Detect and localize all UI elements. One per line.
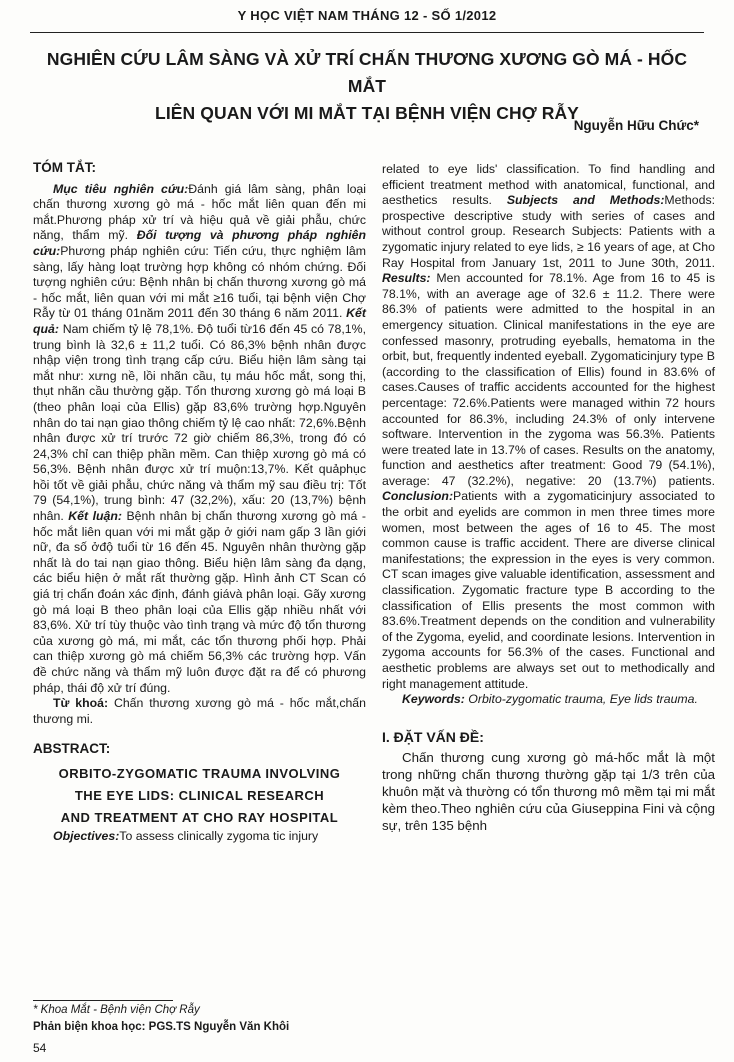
keywords-en-text: Orbito-zygomatic trauma, Eye lids trauma.	[468, 692, 698, 707]
keywords-en-label: Keywords:	[402, 692, 465, 707]
footnote-rule	[33, 1000, 173, 1001]
objectives-label: Objectives:	[53, 828, 120, 843]
title-line-2: LIÊN QUAN VỚI MI MẮT TẠI BỆNH VIỆN CHỢ RẪY	[155, 103, 579, 123]
abstract-methods-label: Subjects and Methods:	[506, 193, 665, 208]
article-title	[40, 46, 694, 127]
title-line-1: NGHIÊN CỨU LÂM SÀNG VÀ XỬ TRÍ CHẤN THƯƠNG XƯƠNG GÒ MÁ - HỐC MẮT	[46, 49, 688, 96]
page-number: 54	[33, 1041, 47, 1055]
abstract-results-text: Men accounted for 78.1%. Age from 16 to 45 is 78.1%, with an average age of 32.6 ± 11.2. There were 86.3% of patients were admitted to the hospital in an emergency situation. Clinical manifestations in the eye are confessed masonry, protruding eyeballs, hematoma in the orbit, but, frequently indented eyeball. Zygomaticinjury type B (according to the classification of Ellis) found in 83.6% of cases.Causes of traffic accidents accounted for the highest percentage: 72.6%.Patients were managed within 72 hours accounted for 86.3%, including 24.3% of only intervene software. Intervention in the zygoma was 56.3%. Patients were treated late in 13.7% of cases. Results on the anatomy, function and aesthetics after treatment: Good 79 (54.1%), average: 47 (32.2%), negative: 20 (13.7%) patients.	[382, 271, 715, 488]
abstract-title-line-1: ORBITO-ZYGOMATIC TRAUMA INVOLVING	[58, 765, 341, 781]
intro-paragraph: Chấn thương cung xương gò má-hốc mắt là một trong những chấn thương thường gặp tại 1/3 trên của khuôn mặt và thường có tổn thương mô mềm tại mi mắt kèm theo.Theo nghiên cứu của Giuseppina Fini và cộng sự, trên 135 bệnh	[382, 750, 715, 834]
objective-text: Đánh giá lâm sàng, phân loại chấn thương xương gò má - hốc mắt liên quan đến mi mắt.Phương pháp xử trí và hiệu quả về giải phẫu, chức năng, thẩm mỹ.	[33, 181, 366, 243]
abstract-body	[382, 162, 715, 692]
abstract-conclusion-label: Conclusion:	[382, 489, 454, 504]
objectives-text-rest: related to eye lids' classification. To find handling and efficient treatment method with anatomical, functional, and aesthetics results.	[382, 162, 715, 208]
abstract-results-label: Results:	[382, 271, 431, 286]
abstract-objectives	[33, 829, 366, 845]
right-column	[382, 162, 715, 834]
abstract-title-line-3: AND TREATMENT AT CHO RAY HOSPITAL	[60, 809, 339, 825]
keywords-vi-label: Từ khoá:	[53, 696, 109, 711]
keywords-vi	[33, 696, 366, 727]
conclusion-label: Kết luận:	[68, 509, 122, 524]
results-text: Nam chiếm tỷ lệ 78,1%. Độ tuổi từ16 đến 45 có 78,1%, trung bình là 32,6 ± 11,2 tuổi. Có 86,3% bệnh nhân được nhập viện trong tình trạng cấp cứu. Biểu hiện lâm sàng tại mắt như: xưng nề, lồi nhãn cầu, tụ máu hốc mắt, song thị, thụt nhãn cầu thường gặp. Tổn thương xương gò má loại B (theo phân loại của Ellis) gặp 83,6% trường hợp.Nguyên nhân do tai nạn giao thông chiếm tỷ lệ cao nhất: 72,6%.Bệnh nhân được xử trí trước 72 giờ chiếm 86,3%, trong đó có 24,3% chỉ can thiệp phần mềm. Can thiệp xương gò má có 56,3%. Bệnh nhân được xử trí muộn:13,7%. Kết quảphục hồi tốt về giải phẫu, chức năng và thẩm mỹ sau điều trị: Tốt 79 (54,1%), trung bình: 47 (32,2%), xấu: 20 (13,7%) bệnh nhân.	[33, 321, 366, 524]
summary-heading: TÓM TẮT:	[33, 160, 96, 175]
keywords-vi-text: Chấn thương xương gò má - hốc mắt,chấn thương mi.	[33, 696, 366, 726]
results-label: Kết quả:	[33, 306, 366, 336]
abstract-english-title	[33, 763, 366, 829]
objectives-text-start: To assess clinically zygoma tic injury	[119, 828, 319, 843]
header-rule	[30, 32, 704, 33]
conclusion-text: Bệnh nhân bị chấn thương xương gò má - hốc mắt liên quan với mi mắt gặp ở giới nam gấp 3 lần giới nữ, đa số ởđộ tuổi từ 16 đến 45. Nguyên nhân thường gặp nhất là do tai nạn giao thông. Biểu hiện lâm sàng đa dạng, các biểu hiện ở mắt rất thường gặp. Hình ảnh CT Scan có giá trị chẩn đoán xác định, đánh giávà phân loại. Gãy xương gò má loại B theo phân loại của Ellis gặp nhiều nhất với 83,6%. Xử trí tùy thuộc vào tình trạng và mức độ tổn thương của xương gò má, mi mắt, các tổn thương phối hợp. Phải can thiệp xương gò má chiếm 56,3% các trường hợp. Vấn đề chức năng và thẩm mỹ luôn được đặt ra để có phương pháp, thái độ xử trí đúng.	[33, 509, 366, 695]
left-column	[33, 160, 366, 845]
keywords-en	[382, 692, 715, 708]
abstract-conclusion-text: Patients with a zygomaticinjury associated to the orbit and eyelids are common in men three times more women, most between the ages of 16 to 45. The most common cause is traffic accident. There are diverse clinical manifestations; the expression in the eyes is very common. CT scan images give valuable identification, assessment and classification. Zygomatic fracture type B according to the classification of Ellis presents the most common with 83.6%.Treatment depends on the condition and vulnerability of the Zygoma, eyelid, and coordinate lesions. Intervention in zygoma accounts for 56.3% of the cases. Functional and aesthetic problems are always set out to methodically and right management attitude.	[382, 489, 715, 691]
objective-label: Mục tiêu nghiên cứu:	[53, 181, 189, 196]
abstract-methods-text: Methods: prospective descriptive study with series of cases and without control group. Research Subjects: Patients with a zygomatic injury related to eye lids, ≥ 16 years of age, at Cho Ray Hospital from January 1st, 2011 to June 30th, 2011.	[382, 193, 716, 270]
reviewer-line: Phản biện khoa học: PGS.TS Nguyễn Văn Khôi	[33, 1021, 290, 1033]
running-head: Y HỌC VIỆT NAM THÁNG 12 - SỐ 1/2012	[237, 8, 497, 23]
author-name: Nguyễn Hữu Chức*	[573, 118, 699, 133]
section-heading-intro: I. ĐẶT VẤN ĐỀ:	[382, 728, 484, 745]
summary-paragraph	[33, 182, 366, 697]
abstract-heading: ABSTRACT:	[33, 741, 111, 757]
abstract-title-line-2: THE EYE LIDS: CLINICAL RESEARCH	[74, 787, 325, 803]
affiliation-footnote: * Khoa Mắt - Bệnh viện Chợ Rẫy	[33, 1004, 200, 1016]
methods-text: Phương pháp nghiên cứu: Tiến cứu, thực nghiệm lâm sàng, lấy hàng loạt trường hợp không có nhóm chứng. Đối tượng nghiên cứu: Bệnh nhân bị chấn thương xương gò má - hốc mắt, liên quan với mi mắt ≥16 tuổi, tại bệnh viện Chợ Rẫy từ 01 tháng 01năm 2011 đến 30 tháng 6 năm 2011.	[33, 243, 366, 321]
methods-label: Đối tượng và phương pháp nghiên cứu:	[33, 228, 366, 258]
